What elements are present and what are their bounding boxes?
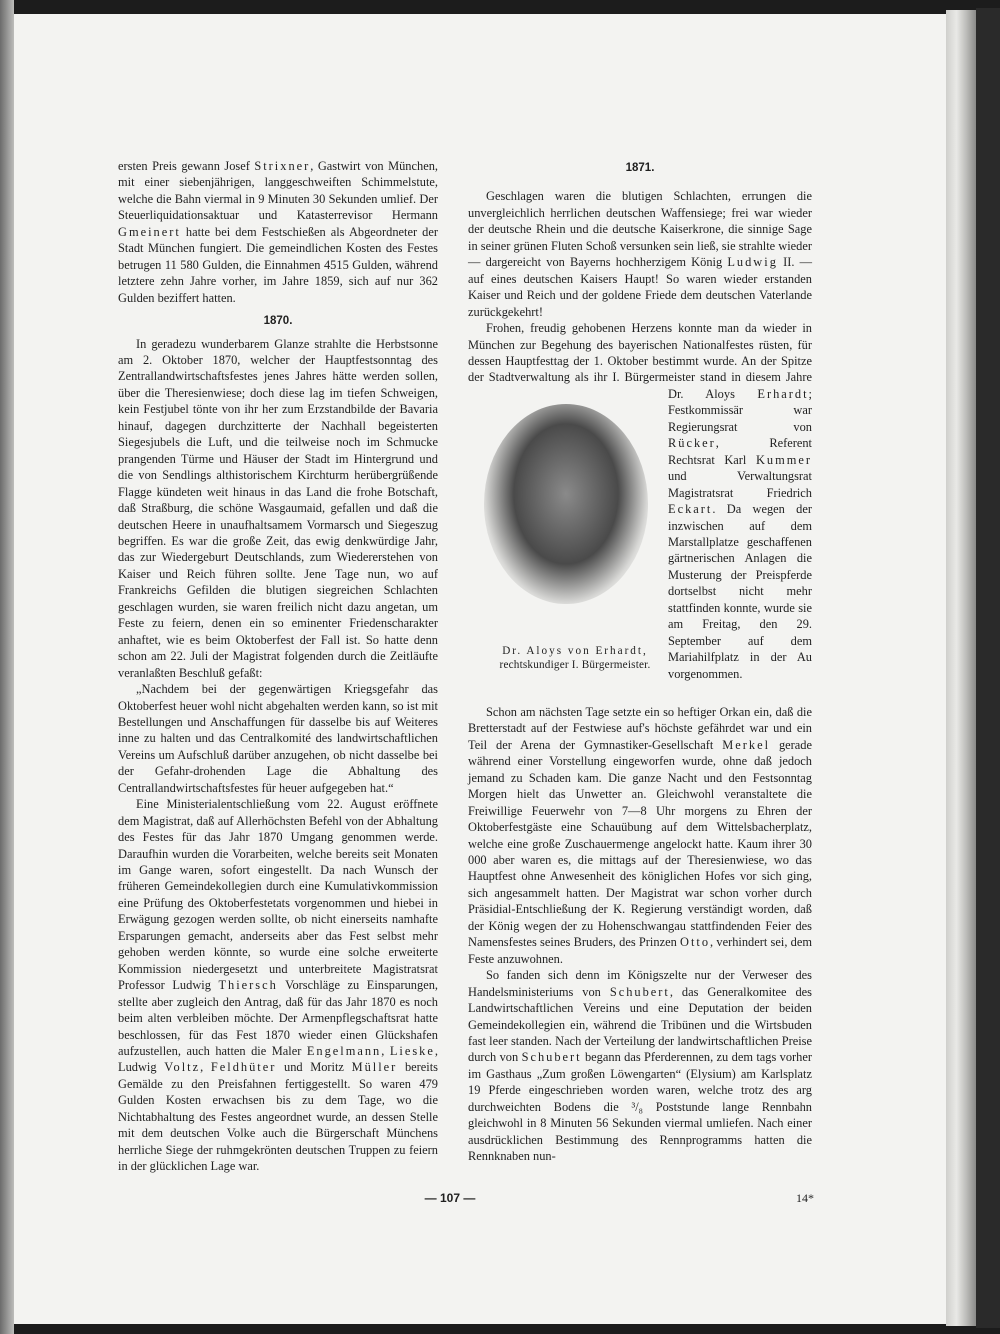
right-column bbox=[468, 160, 812, 1165]
paragraph-1870-b: Eine Ministerialentschließung vom 22. August eröffnete dem Magistrat, daß auf Allerhöchsten Befehl von der Abhaltung des Festes für das Jahr 1870 Umgang genommen werde. Daraufhin wurden die Vorarbeiten, welche bereits seit Monaten im Gange waren, sofort eingestellt. Da nach Wunsch der früheren Gemeindekollegien durch eine Kumulativkommission eine Prüfung des Oktoberfestetats vorgenommen und hiebei in Erwägung gezogen werden sollte, ob nicht einerseits namhafte Ersparungen gemacht, anderseits aber das Fest selbst mehr gehoben werden könnte, so wurde eine solche erweiterte Kommission niedergesetzt und unterbreitete Magistratsrat Professor Ludwig Thiersch Vorschläge zu Einsparungen, stellte aber zugleich den Antrag, daß für das Jahr 1870 es noch beim alten verbleiben möchte. Der Armenpflegschaftsrat hatte beschlossen, für das Fest 1870 wieder einen Glückshafen aufzustellen, auch hatten die Maler Engelmann, Lieske, Ludwig Voltz, Feldhüter und Moritz Müller bereits Gemälde zu den Preisfahnen fertiggestellt. So waren 479 Gulden Kosten erwachsen bis zu dem Tage, wo die Nichtabhaltung des Festes angeordnet wurde, an dessen Stelle mit dem deutschen Volke auch die Bürgerschaft Münchens herrliche Siege der ruhmgekrönten deutschen Truppen zu feiern in der glücklichen Lage war. bbox=[118, 797, 438, 1174]
section-heading-1871: 1871. bbox=[625, 162, 655, 174]
paragraph-intro: ersten Preis gewann Josef Strixner, Gastwirt von München, mit einer siebenjährigen, langgeschweiften Schimmelstute, welche die Bahn viermal in 9 Minuten 30 Sekunden umlief. Der Steuerliquidationsaktuar und Katasterrevisor Hermann Gmeinert hatte bei dem Festschießen als Abgeordneter der Stadt München fungiert. Die gemeindlichen Kosten des Festes betrugen 11 580 Gulden, die Einnahmen 4515 Gulden, während letztere zehn Jahre vorher, im Jahre 1859, sich auf nur 362 Gulden beziffert hatten. bbox=[118, 159, 438, 305]
section-heading-1870: 1870. bbox=[263, 315, 293, 328]
left-column bbox=[118, 158, 438, 1175]
portrait-figure bbox=[468, 388, 664, 704]
paragraph-1871-c: Schon am nächsten Tage setzte ein so heftiger Orkan ein, daß die Bretterstadt auf der Festwiese auf's höchste gefährdet war und ein Teil der Arena der Gymnastiker-Gesellschaft Merkel gerade während einer Vorstellung eingeworfen wurde, ohne daß jedoch jemand zu Schaden kam. Die ganze Nacht und den Festsonntag Morgen hielt das Unwetter an. Gleichwohl veranstaltete die Freiwillige Feuerwehr von 7—8 Uhr morgens zu Ehren der Oktoberfestgäste eine Schauübung auf dem Wittelsbacherplatz, welche eine große Zuschauermenge angelockt hatte. Kaum ihrer 30 000 aber waren es, die mittags auf der Theresienwiese, wo das Hauptfest ohne Anwesenheit des königlichen Hofes vor sich ging, sich angesammelt hatten. Der Magistrat war schon vorher durch Präsidial-Entschließung der K. Regierung verständigt worden, daß der König wegen der zu Hohenschwangau stattfindenden Feier des Namensfestes seines Bruders, des Prinzen Otto, verhindert sei, dem Feste anzuwohnen. bbox=[468, 704, 812, 966]
page-number: — 107 — bbox=[424, 1191, 476, 1205]
portrait-caption: Dr. Aloys von Erhardt, rechtskundiger I. Bürgermeister. bbox=[499, 644, 651, 672]
paragraph-1870-a: In geradezu wunderbarem Glanze strahlte die Herbstsonne am 2. Oktober 1870, welcher der Hauptfestsonntag des Zentrallandwirtschaftsfestes jenes Jahres hätte werden sollen, über die Theresienwiese; doch diese lag im tiefen Schweigen, kein Festjubel tönte von ihr her zum Erzstandbilde der Bavaria hinauf, dagegen durchzitterte der Nachhall begeisterten Siegesjubels die Luft, und die teilweise noch im Schmucke prangenden Türme und Häuser der Stadt im Hintergrund und die von Sendlings althistorischem Kirchturm herübergrüßende Flagge kündeten weit hinaus in das Land die frohe Botschaft, daß Straßburg, die schöne Wasgaumaid, gefallen und daß die deutschen Heere in unaufhaltsamem Vormarsch und Siegeszug begriffen. Es war die große Zeit, das ewig denkwürdige Jahr, das zur Wiedergeburt Deutschlands, zum Wiedererstehen von Kaiser und Reich führen sollte. Jene Tage nun, wo auf Frankreichs Gefilden die blutigen siegreichen Schlachten geschlagen wurden, sie waren freilich nicht dazu angetan, um Feste zu feiern, denen ein so eminenter Friedenscharakter anhaftet, wie es beim Oktoberfest der Fall ist. So hatte denn schon am 22. Juli der Magistrat folgenden durch die Zeitläufte veranlaßten Beschluß gefaßt: bbox=[118, 336, 438, 680]
paragraph-1871-d: So fanden sich denn im Königszelte nur der Verweser des Handelsministeriums von Schubert, das Generalkomitee des Landwirtschaftlichen Vereins und eine Deputation der beiden Gemeindekollegien ein, während die Tribünen und die Wirtsbuden fast leer standen. Nach der Verteilung der landwirtschaftlichen Preise durch von Schubert begann das Pferderennen, zu dem tags vorher im Gasthaus „Zum großen Löwengarten“ (Elysium) am Karlsplatz 19 Pferde eingeschrieben worden waren, welche trotz des arg durchweichten Bodens die ³/₈ Poststunde lange Rennbahn gleichwohl in 8 Minuten 56 Sekunden viermal umliefen. Nach einer ausdrücklichen Bestimmung des Rennprogramms hatten die Rennknaben nun- bbox=[468, 968, 813, 1164]
book-spine-edge bbox=[0, 0, 14, 1334]
scanner-background bbox=[976, 8, 1000, 1328]
page-stack-edge bbox=[946, 10, 976, 1326]
signature-mark: 14* bbox=[796, 1191, 814, 1205]
portrait-photo bbox=[484, 404, 648, 604]
paragraph-1871-b: Frohen, freudig gehobenen Herzens konnte man da wieder in München zur Begehung des bayerischen Nationalfestes rüsten, für dessen Hauptfesttag der 1. Oktober bestimmt wurde. An der Spitze der Stadtverwaltung als ihr I. Bürgermeister stand in diesem Jahre Dr. Aloys Dr. Aloys von Erhardt, rechtskundiger I. Bürgermeister. Erhardt; Festkommissär war Regierungsrat von Rücker, Referent Rechtsrat Karl Kummer und Verwaltungsrat Magistratsrat Friedrich Eckart. Da wegen der inzwischen auf dem Marstallplatze geschaffenen gärtnerischen Anlagen die Musterung der Preispferde dortselbst nicht mehr stattfinden konnte, wurde sie am Freitag, den 29. September auf dem Mariahilfplatz in der Au vorgenommen. bbox=[468, 320, 812, 682]
paragraph-1870-quote: „Nachdem bei der gegenwärtigen Kriegsgefahr das Oktoberfest heuer wohl nicht abgehalten werden kann, so ist mit Bestellungen und Anschaffungen für dasselbe bis auf Weiteres inne zu halten und das Centralkomité des landwirtschaftlichen Vereins um Aufschluß darüber anzugehen, ob nicht dasselbe bei der Gefahr-drohenden Lage die Abhaltung des Centrallandwirtschaftsfestes für heuer aufgegeben hat.“ bbox=[118, 682, 439, 795]
paragraph-1871-a: Geschlagen waren die blutigen Schlachten, errungen die unvergleichlich herrlichen deutschen Waffensiege; frei war wieder der deutsche Rhein und die deutsche Kaiserkrone, die sinnige Sage in seiner grünen Fluten Schoß versunken sein ließ, sie strahlte wieder — dargereicht von Bayerns hochherzigem König Ludwig II. — auf eines deutschen Kaisers Haupt! So waren wieder erstanden Kaiser und Reich und der goldene Friede dem deutschen Vaterlande zurückgekehrt! bbox=[468, 189, 812, 319]
